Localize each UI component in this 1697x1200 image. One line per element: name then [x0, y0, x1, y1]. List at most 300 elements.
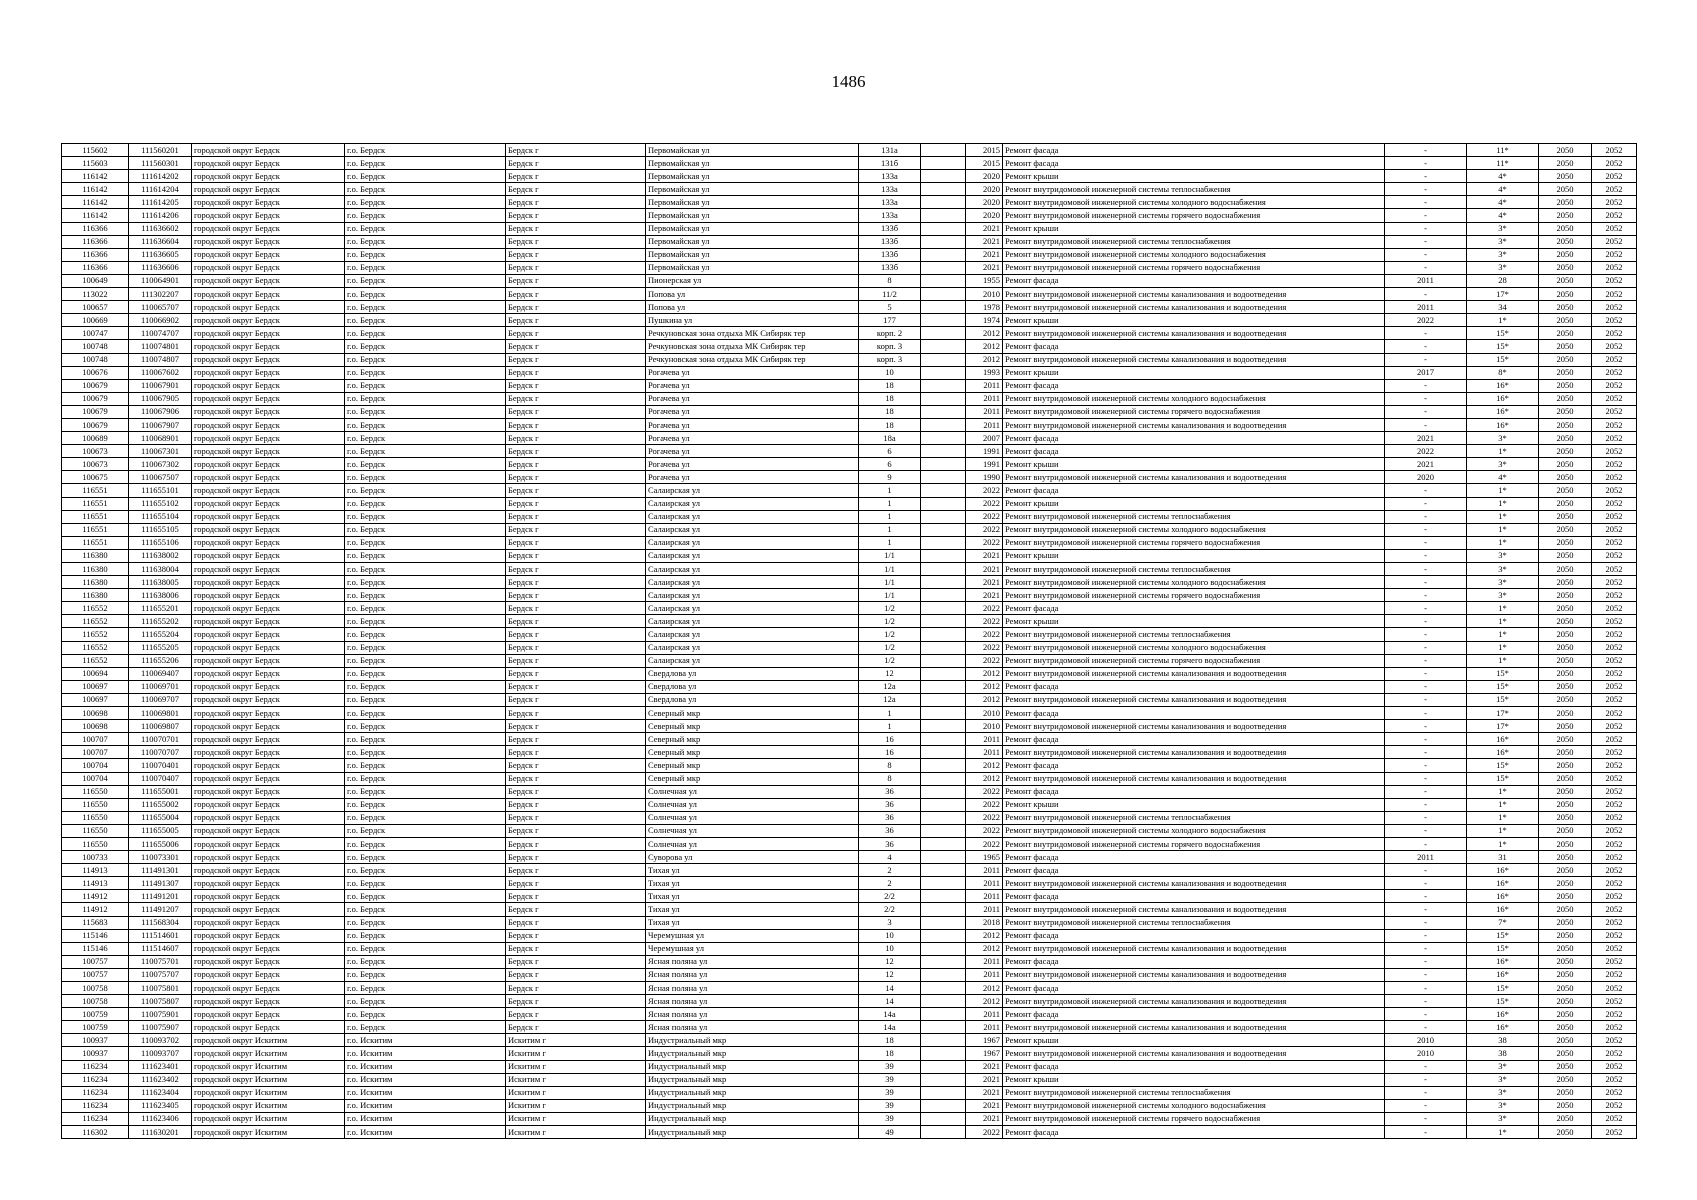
district-cell: г.о. Бердск — [345, 615, 506, 628]
district-cell: г.о. Бердск — [345, 785, 506, 798]
plan-start-cell: 2050 — [1539, 170, 1592, 183]
last-repair-year-cell: - — [1385, 327, 1467, 340]
extra-cell — [921, 916, 966, 929]
district-cell: г.о. Бердск — [345, 995, 506, 1008]
year-cell: 2021 — [966, 1073, 1003, 1086]
year-cell: 2011 — [966, 746, 1003, 759]
table-row — [62, 261, 1637, 274]
plan-start-cell: 2050 — [1539, 1099, 1592, 1112]
table-row — [62, 510, 1637, 523]
age-cell: 15* — [1467, 982, 1539, 995]
work-id-cell: 111655106 — [129, 536, 192, 549]
locality-cell: Бердск г — [506, 327, 646, 340]
locality-cell: Бердск г — [506, 379, 646, 392]
municipality-cell: городской округ Бердск — [192, 432, 345, 445]
district-cell: г.о. Бердск — [345, 340, 506, 353]
street-cell: Первомайская ул — [646, 261, 859, 274]
work-type-cell: Ремонт крыши — [1003, 458, 1385, 471]
age-cell: 28 — [1467, 274, 1539, 287]
plan-start-cell: 2050 — [1539, 549, 1592, 562]
work-id-cell: 111614204 — [129, 183, 192, 196]
work-type-cell: Ремонт крыши — [1003, 314, 1385, 327]
locality-cell: Бердск г — [506, 864, 646, 877]
extra-cell — [921, 222, 966, 235]
house-number-cell: 3 — [859, 916, 921, 929]
year-cell: 2021 — [966, 1112, 1003, 1125]
year-cell: 2012 — [966, 680, 1003, 693]
work-type-cell: Ремонт фасада — [1003, 1126, 1385, 1139]
work-type-cell: Ремонт фасада — [1003, 982, 1385, 995]
age-cell: 17* — [1467, 720, 1539, 733]
house-number-cell: 1 — [859, 484, 921, 497]
house-id-cell: 113022 — [62, 288, 129, 301]
table-row — [62, 995, 1637, 1008]
plan-end-cell: 2052 — [1592, 903, 1637, 916]
table-row — [62, 144, 1637, 157]
street-cell: Рогачева ул — [646, 405, 859, 418]
street-cell: Первомайская ул — [646, 170, 859, 183]
table-row — [62, 327, 1637, 340]
plan-end-cell: 2052 — [1592, 549, 1637, 562]
plan-start-cell: 2050 — [1539, 248, 1592, 261]
extra-cell — [921, 733, 966, 746]
age-cell: 3* — [1467, 1086, 1539, 1099]
age-cell: 1* — [1467, 510, 1539, 523]
work-id-cell: 111614202 — [129, 170, 192, 183]
plan-start-cell: 2050 — [1539, 274, 1592, 287]
work-type-cell: Ремонт внутридомовой инженерной системы канализования и водоотведения — [1003, 877, 1385, 890]
house-id-cell: 116142 — [62, 170, 129, 183]
table-row — [62, 589, 1637, 602]
work-type-cell: Ремонт внутридомовой инженерной системы канализования и водоотведения — [1003, 995, 1385, 1008]
locality-cell: Искитим г — [506, 1034, 646, 1047]
street-cell: Ясная поляна ул — [646, 968, 859, 981]
age-cell: 3* — [1467, 549, 1539, 562]
house-id-cell: 116142 — [62, 183, 129, 196]
house-id-cell: 116380 — [62, 589, 129, 602]
work-id-cell: 110069807 — [129, 720, 192, 733]
locality-cell: Бердск г — [506, 170, 646, 183]
age-cell: 16* — [1467, 418, 1539, 431]
house-number-cell: 2 — [859, 864, 921, 877]
municipality-cell: городской округ Бердск — [192, 209, 345, 222]
age-cell: 8* — [1467, 366, 1539, 379]
year-cell: 2021 — [966, 222, 1003, 235]
age-cell: 1* — [1467, 798, 1539, 811]
house-number-cell: 49 — [859, 1126, 921, 1139]
year-cell: 2022 — [966, 615, 1003, 628]
municipality-cell: городской округ Бердск — [192, 733, 345, 746]
district-cell: г.о. Бердск — [345, 968, 506, 981]
district-cell: г.о. Бердск — [345, 248, 506, 261]
extra-cell — [921, 995, 966, 1008]
year-cell: 2021 — [966, 563, 1003, 576]
plan-end-cell: 2052 — [1592, 968, 1637, 981]
house-number-cell: 2 — [859, 877, 921, 890]
street-cell: Первомайская ул — [646, 196, 859, 209]
extra-cell — [921, 288, 966, 301]
age-cell: 15* — [1467, 353, 1539, 366]
house-id-cell: 116552 — [62, 602, 129, 615]
district-cell: г.о. Бердск — [345, 209, 506, 222]
extra-cell — [921, 1073, 966, 1086]
work-id-cell: 110075901 — [129, 1008, 192, 1021]
extra-cell — [921, 432, 966, 445]
locality-cell: Искитим г — [506, 1126, 646, 1139]
last-repair-year-cell: - — [1385, 641, 1467, 654]
locality-cell: Бердск г — [506, 314, 646, 327]
house-number-cell: 133б — [859, 248, 921, 261]
table-row — [62, 837, 1637, 850]
district-cell: г.о. Бердск — [345, 301, 506, 314]
house-id-cell: 100694 — [62, 667, 129, 680]
plan-end-cell: 2052 — [1592, 995, 1637, 1008]
year-cell: 2020 — [966, 196, 1003, 209]
house-id-cell: 116551 — [62, 510, 129, 523]
house-id-cell: 116142 — [62, 196, 129, 209]
house-number-cell: 2/2 — [859, 890, 921, 903]
house-number-cell: 10 — [859, 942, 921, 955]
plan-end-cell: 2052 — [1592, 418, 1637, 431]
plan-start-cell: 2050 — [1539, 995, 1592, 1008]
street-cell: Салаирская ул — [646, 510, 859, 523]
municipality-cell: городской округ Бердск — [192, 667, 345, 680]
age-cell: 3* — [1467, 235, 1539, 248]
house-number-cell: 18 — [859, 1034, 921, 1047]
street-cell: Салаирская ул — [646, 536, 859, 549]
plan-end-cell: 2052 — [1592, 589, 1637, 602]
age-cell: 15* — [1467, 772, 1539, 785]
municipality-cell: городской округ Бердск — [192, 707, 345, 720]
district-cell: г.о. Бердск — [345, 602, 506, 615]
age-cell: 16* — [1467, 405, 1539, 418]
street-cell: Свердлова ул — [646, 680, 859, 693]
work-id-cell: 111638002 — [129, 549, 192, 562]
house-id-cell: 116366 — [62, 222, 129, 235]
plan-end-cell: 2052 — [1592, 510, 1637, 523]
plan-end-cell: 2052 — [1592, 955, 1637, 968]
street-cell: Салаирская ул — [646, 497, 859, 510]
house-id-cell: 116551 — [62, 497, 129, 510]
district-cell: г.о. Бердск — [345, 955, 506, 968]
locality-cell: Бердск г — [506, 209, 646, 222]
house-number-cell: 12 — [859, 955, 921, 968]
work-type-cell: Ремонт фасада — [1003, 680, 1385, 693]
extra-cell — [921, 497, 966, 510]
municipality-cell: городской округ Бердск — [192, 824, 345, 837]
district-cell: г.о. Бердск — [345, 864, 506, 877]
plan-end-cell: 2052 — [1592, 759, 1637, 772]
municipality-cell: городской округ Бердск — [192, 942, 345, 955]
age-cell: 1* — [1467, 497, 1539, 510]
house-number-cell: 1/2 — [859, 628, 921, 641]
year-cell: 2011 — [966, 1021, 1003, 1034]
last-repair-year-cell: 2020 — [1385, 471, 1467, 484]
plan-start-cell: 2050 — [1539, 536, 1592, 549]
last-repair-year-cell: 2011 — [1385, 274, 1467, 287]
work-type-cell: Ремонт внутридомовой инженерной системы холодного водоснабжения — [1003, 392, 1385, 405]
work-type-cell: Ремонт внутридомовой инженерной системы канализования и водоотведения — [1003, 693, 1385, 706]
municipality-cell: городской округ Бердск — [192, 851, 345, 864]
plan-end-cell: 2052 — [1592, 523, 1637, 536]
year-cell: 2011 — [966, 955, 1003, 968]
extra-cell — [921, 824, 966, 837]
street-cell: Пионерская ул — [646, 274, 859, 287]
table-row — [62, 1008, 1637, 1021]
municipality-cell: городской округ Бердск — [192, 445, 345, 458]
plan-start-cell: 2050 — [1539, 1060, 1592, 1073]
house-number-cell: 12а — [859, 680, 921, 693]
age-cell: 3* — [1467, 248, 1539, 261]
locality-cell: Бердск г — [506, 628, 646, 641]
municipality-cell: городской округ Искитим — [192, 1086, 345, 1099]
house-id-cell: 100758 — [62, 982, 129, 995]
age-cell: 3* — [1467, 1112, 1539, 1125]
locality-cell: Бердск г — [506, 157, 646, 170]
street-cell: Индустриальный мкр — [646, 1112, 859, 1125]
district-cell: г.о. Бердск — [345, 366, 506, 379]
work-type-cell: Ремонт фасада — [1003, 785, 1385, 798]
last-repair-year-cell: - — [1385, 811, 1467, 824]
year-cell: 2007 — [966, 432, 1003, 445]
plan-start-cell: 2050 — [1539, 405, 1592, 418]
street-cell: Рогачева ул — [646, 418, 859, 431]
work-type-cell: Ремонт фасада — [1003, 851, 1385, 864]
last-repair-year-cell: - — [1385, 968, 1467, 981]
municipality-cell: городской округ Бердск — [192, 680, 345, 693]
table-row — [62, 1112, 1637, 1125]
house-id-cell: 115146 — [62, 942, 129, 955]
district-cell: г.о. Бердск — [345, 432, 506, 445]
age-cell: 16* — [1467, 733, 1539, 746]
last-repair-year-cell: 2011 — [1385, 301, 1467, 314]
work-id-cell: 110070707 — [129, 746, 192, 759]
house-id-cell: 116551 — [62, 523, 129, 536]
last-repair-year-cell: - — [1385, 536, 1467, 549]
plan-start-cell: 2050 — [1539, 733, 1592, 746]
plan-end-cell: 2052 — [1592, 929, 1637, 942]
plan-end-cell: 2052 — [1592, 1086, 1637, 1099]
year-cell: 1978 — [966, 301, 1003, 314]
extra-cell — [921, 144, 966, 157]
locality-cell: Бердск г — [506, 445, 646, 458]
extra-cell — [921, 209, 966, 222]
municipality-cell: городской округ Бердск — [192, 615, 345, 628]
plan-start-cell: 2050 — [1539, 667, 1592, 680]
last-repair-year-cell: - — [1385, 916, 1467, 929]
plan-end-cell: 2052 — [1592, 1008, 1637, 1021]
work-type-cell: Ремонт фасада — [1003, 890, 1385, 903]
street-cell: Черемушная ул — [646, 929, 859, 942]
extra-cell — [921, 1034, 966, 1047]
plan-end-cell: 2052 — [1592, 248, 1637, 261]
municipality-cell: городской округ Бердск — [192, 340, 345, 353]
work-id-cell: 111655002 — [129, 798, 192, 811]
year-cell: 2022 — [966, 523, 1003, 536]
work-id-cell: 111560201 — [129, 144, 192, 157]
district-cell: г.о. Бердск — [345, 222, 506, 235]
work-id-cell: 110066902 — [129, 314, 192, 327]
extra-cell — [921, 523, 966, 536]
age-cell: 16* — [1467, 890, 1539, 903]
house-id-cell: 100676 — [62, 366, 129, 379]
table-row — [62, 196, 1637, 209]
work-type-cell: Ремонт внутридомовой инженерной системы теплоснабжения — [1003, 916, 1385, 929]
work-type-cell: Ремонт фасада — [1003, 274, 1385, 287]
locality-cell: Бердск г — [506, 484, 646, 497]
work-type-cell: Ремонт фасада — [1003, 929, 1385, 942]
last-repair-year-cell: - — [1385, 837, 1467, 850]
work-type-cell: Ремонт внутридомовой инженерной системы холодного водоснабжения — [1003, 824, 1385, 837]
house-id-cell: 100707 — [62, 733, 129, 746]
work-id-cell: 111491201 — [129, 890, 192, 903]
locality-cell: Бердск г — [506, 301, 646, 314]
last-repair-year-cell: - — [1385, 877, 1467, 890]
locality-cell: Бердск г — [506, 851, 646, 864]
extra-cell — [921, 942, 966, 955]
plan-end-cell: 2052 — [1592, 458, 1637, 471]
street-cell: Индустриальный мкр — [646, 1099, 859, 1112]
locality-cell: Бердск г — [506, 785, 646, 798]
extra-cell — [921, 1047, 966, 1060]
locality-cell: Бердск г — [506, 968, 646, 981]
district-cell: г.о. Бердск — [345, 733, 506, 746]
table-row — [62, 157, 1637, 170]
table-row — [62, 222, 1637, 235]
plan-start-cell: 2050 — [1539, 864, 1592, 877]
work-id-cell: 111636602 — [129, 222, 192, 235]
work-type-cell: Ремонт внутридомовой инженерной системы холодного водоснабжения — [1003, 641, 1385, 654]
plan-end-cell: 2052 — [1592, 261, 1637, 274]
plan-start-cell: 2050 — [1539, 772, 1592, 785]
year-cell: 1990 — [966, 471, 1003, 484]
plan-start-cell: 2050 — [1539, 785, 1592, 798]
plan-end-cell: 2052 — [1592, 707, 1637, 720]
extra-cell — [921, 772, 966, 785]
house-id-cell: 116551 — [62, 484, 129, 497]
age-cell: 1* — [1467, 824, 1539, 837]
age-cell: 17* — [1467, 707, 1539, 720]
plan-end-cell: 2052 — [1592, 1112, 1637, 1125]
table-row — [62, 1021, 1637, 1034]
table-row — [62, 366, 1637, 379]
municipality-cell: городской округ Искитим — [192, 1034, 345, 1047]
street-cell: Индустриальный мкр — [646, 1034, 859, 1047]
work-type-cell: Ремонт фасада — [1003, 733, 1385, 746]
plan-start-cell: 2050 — [1539, 353, 1592, 366]
house-id-cell: 100698 — [62, 720, 129, 733]
table-row — [62, 523, 1637, 536]
street-cell: Тихая ул — [646, 864, 859, 877]
last-repair-year-cell: - — [1385, 484, 1467, 497]
last-repair-year-cell: - — [1385, 379, 1467, 392]
extra-cell — [921, 864, 966, 877]
locality-cell: Искитим г — [506, 1099, 646, 1112]
age-cell: 1* — [1467, 445, 1539, 458]
last-repair-year-cell: 2022 — [1385, 314, 1467, 327]
work-id-cell: 110075701 — [129, 955, 192, 968]
district-cell: г.о. Бердск — [345, 916, 506, 929]
plan-start-cell: 2050 — [1539, 1073, 1592, 1086]
work-type-cell: Ремонт внутридомовой инженерной системы канализования и водоотведения — [1003, 301, 1385, 314]
work-type-cell: Ремонт крыши — [1003, 1073, 1385, 1086]
plan-start-cell: 2050 — [1539, 314, 1592, 327]
last-repair-year-cell: - — [1385, 746, 1467, 759]
table-row — [62, 1034, 1637, 1047]
plan-end-cell: 2052 — [1592, 471, 1637, 484]
locality-cell: Бердск г — [506, 982, 646, 995]
street-cell: Тихая ул — [646, 890, 859, 903]
table-row — [62, 484, 1637, 497]
plan-start-cell: 2050 — [1539, 366, 1592, 379]
district-cell: г.о. Бердск — [345, 707, 506, 720]
table-row — [62, 720, 1637, 733]
house-id-cell: 100758 — [62, 995, 129, 1008]
plan-end-cell: 2052 — [1592, 1034, 1637, 1047]
work-type-cell: Ремонт внутридомовой инженерной системы теплоснабжения — [1003, 1086, 1385, 1099]
last-repair-year-cell: - — [1385, 222, 1467, 235]
year-cell: 2011 — [966, 877, 1003, 890]
plan-end-cell: 2052 — [1592, 1099, 1637, 1112]
district-cell: г.о. Бердск — [345, 628, 506, 641]
municipality-cell: городской округ Бердск — [192, 288, 345, 301]
extra-cell — [921, 589, 966, 602]
year-cell: 2020 — [966, 183, 1003, 196]
work-type-cell: Ремонт внутридомовой инженерной системы теплоснабжения — [1003, 628, 1385, 641]
locality-cell: Искитим г — [506, 1086, 646, 1099]
locality-cell: Бердск г — [506, 602, 646, 615]
street-cell: Солнечная ул — [646, 824, 859, 837]
year-cell: 2012 — [966, 353, 1003, 366]
municipality-cell: городской округ Бердск — [192, 890, 345, 903]
table-row — [62, 667, 1637, 680]
street-cell: Попова ул — [646, 301, 859, 314]
repair-program-table — [61, 143, 1637, 1139]
work-type-cell: Ремонт внутридомовой инженерной системы горячего водоснабжения — [1003, 405, 1385, 418]
house-number-cell: 133а — [859, 196, 921, 209]
work-id-cell: 110070701 — [129, 733, 192, 746]
street-cell: Попова ул — [646, 288, 859, 301]
extra-cell — [921, 851, 966, 864]
locality-cell: Бердск г — [506, 576, 646, 589]
municipality-cell: городской округ Бердск — [192, 641, 345, 654]
plan-start-cell: 2050 — [1539, 811, 1592, 824]
extra-cell — [921, 327, 966, 340]
year-cell: 2021 — [966, 549, 1003, 562]
district-cell: г.о. Бердск — [345, 772, 506, 785]
house-number-cell: 1 — [859, 510, 921, 523]
table-row — [62, 405, 1637, 418]
year-cell: 2012 — [966, 667, 1003, 680]
work-type-cell: Ремонт внутридомовой инженерной системы канализования и водоотведения — [1003, 903, 1385, 916]
extra-cell — [921, 445, 966, 458]
table-row — [62, 641, 1637, 654]
extra-cell — [921, 1086, 966, 1099]
district-cell: г.о. Бердск — [345, 811, 506, 824]
locality-cell: Бердск г — [506, 667, 646, 680]
plan-start-cell: 2050 — [1539, 968, 1592, 981]
plan-end-cell: 2052 — [1592, 1060, 1637, 1073]
work-type-cell: Ремонт внутридомовой инженерной системы теплоснабжения — [1003, 510, 1385, 523]
house-number-cell: 36 — [859, 824, 921, 837]
house-id-cell: 100689 — [62, 432, 129, 445]
municipality-cell: городской округ Бердск — [192, 274, 345, 287]
work-type-cell: Ремонт внутридомовой инженерной системы теплоснабжения — [1003, 235, 1385, 248]
year-cell: 2010 — [966, 288, 1003, 301]
house-number-cell: 18 — [859, 1047, 921, 1060]
plan-start-cell: 2050 — [1539, 641, 1592, 654]
locality-cell: Бердск г — [506, 654, 646, 667]
